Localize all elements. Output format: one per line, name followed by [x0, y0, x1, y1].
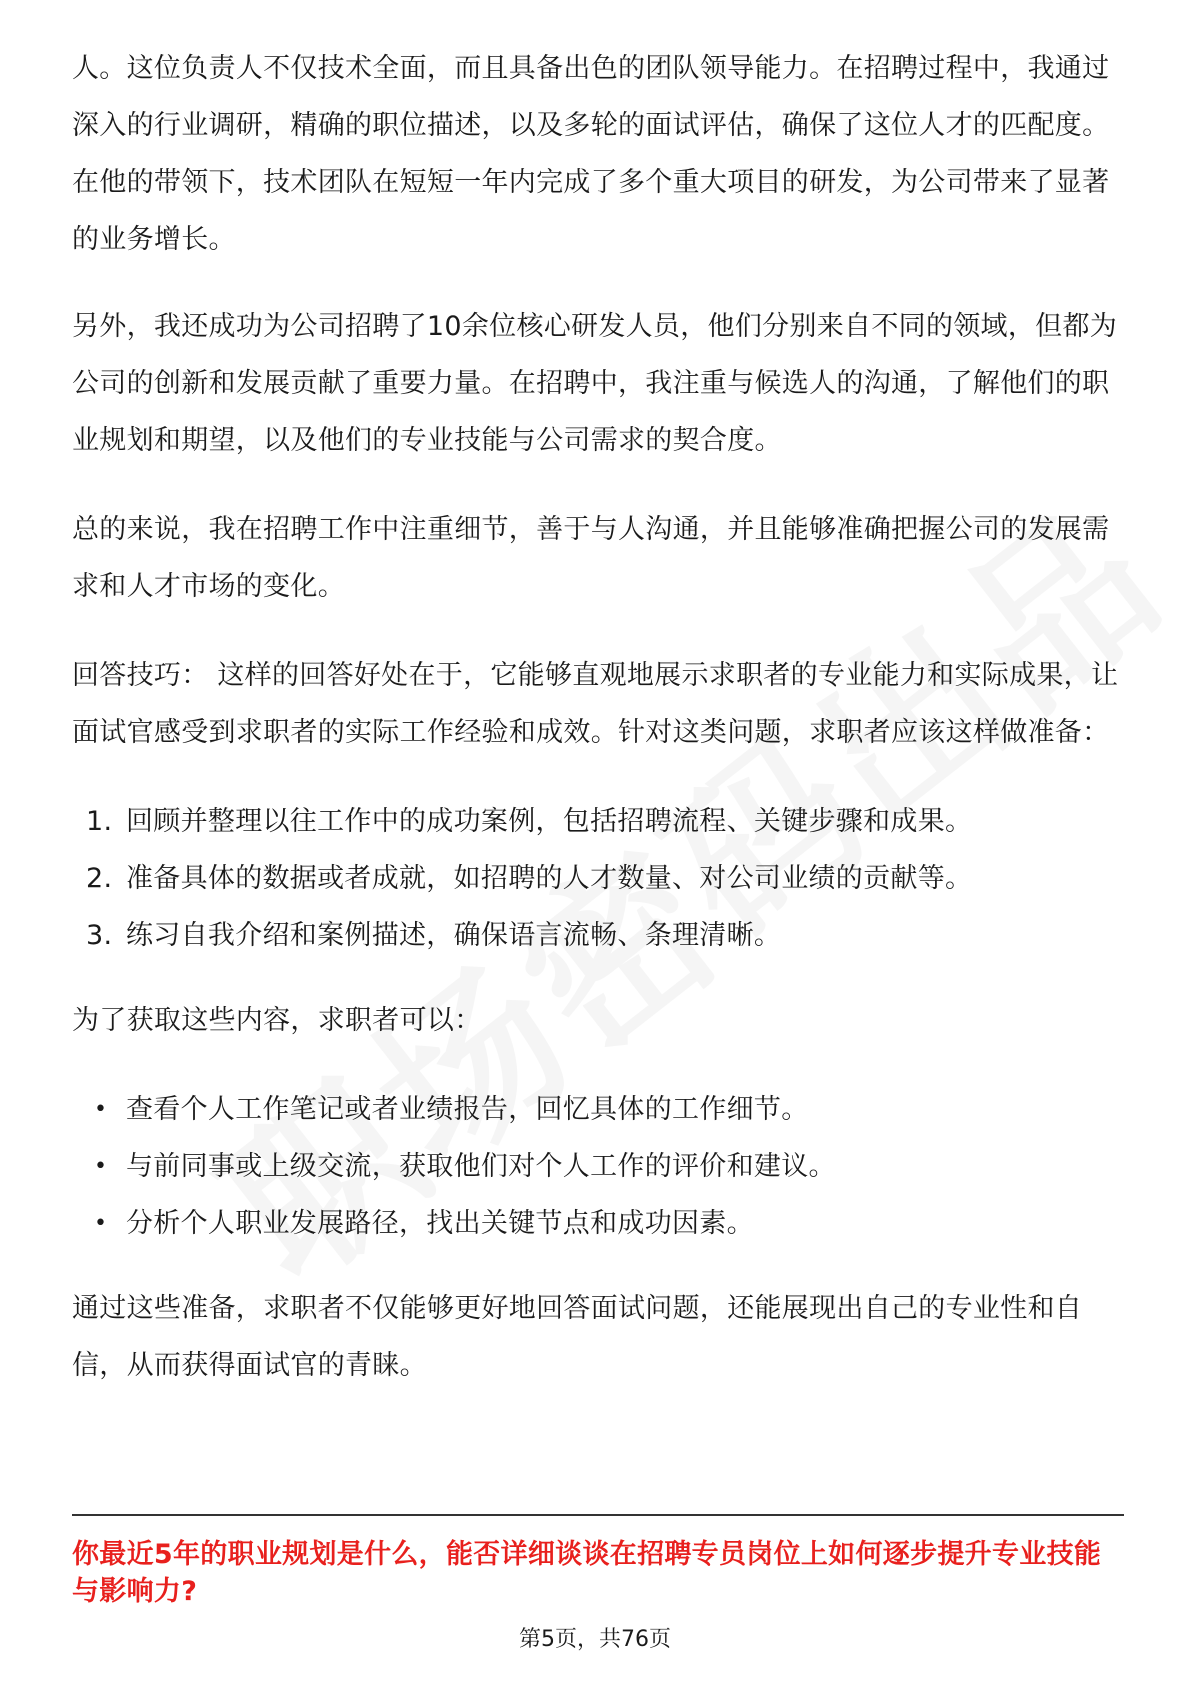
- list-item-text: 查看个人工作笔记或者业绩报告，回忆具体的工作细节。: [126, 1094, 809, 1125]
- paragraph-closing: 通过这些准备，求职者不仅能够更好地回答面试问题，还能展现出自己的专业性和自信，从而获得面试官的青睐。: [72, 1293, 1083, 1381]
- list-number: 1.: [86, 806, 113, 837]
- page-body: [72, 40, 1124, 1426]
- list-item-text: 分析个人职业发展路径，找出关键节点和成功因素。: [126, 1208, 754, 1239]
- list-number: 2.: [86, 863, 113, 894]
- list-item: [72, 793, 1124, 850]
- list-item: [72, 850, 1124, 907]
- paragraph-bullets-intro: 为了获取这些内容，求职者可以：: [72, 1005, 482, 1036]
- paragraph-answer-continued: 人。这位负责人不仅技术全面，而且具备出色的团队领导能力。在招聘过程中，我通过深入的行业调研，精确的职位描述，以及多轮的面试评估，确保了这位人才的匹配度。在他的带领下，技术团队在短短一年内完成了多个重大项目的研发，为公司带来了显著的业务增长。: [72, 53, 1110, 255]
- bullet-icon: •: [94, 1154, 108, 1179]
- next-question-heading: 你最近5年的职业规划是什么，能否详细谈谈在招聘专员岗位上如何逐步提升专业技能与影响力?: [72, 1539, 1102, 1607]
- page-number: 第5页，共76页: [519, 1627, 671, 1652]
- paragraph-additional-hires: 另外，我还成功为公司招聘了10余位核心研发人员，他们分别来自不同的领域，但都为公司的创新和发展贡献了重要力量。在招聘中，我注重与候选人的沟通，了解他们的职业规划和期望，以及他们的专业技能与公司需求的契合度。: [72, 311, 1118, 456]
- section-divider: [72, 1514, 1124, 1516]
- list-item: [72, 1081, 1124, 1138]
- list-item: [72, 907, 1124, 964]
- sources-bullet-list: [72, 1081, 1124, 1252]
- list-item-text: 准备具体的数据或者成就，如招聘的人才数量、对公司业绩的贡献等。: [126, 863, 973, 894]
- list-item-text: 回顾并整理以往工作中的成功案例，包括招聘流程、关键步骤和成果。: [126, 806, 973, 837]
- bullet-icon: •: [94, 1097, 108, 1122]
- preparation-numbered-list: [72, 793, 1124, 964]
- paragraph-answer-tips: 回答技巧： 这样的回答好处在于，它能够直观地展示求职者的专业能力和实际成果，让面试官感受到求职者的实际工作经验和成效。针对这类问题，求职者应该这样做准备：: [72, 660, 1119, 748]
- list-item: [72, 1195, 1124, 1252]
- bullet-icon: •: [94, 1211, 108, 1236]
- list-number: 3.: [86, 920, 113, 951]
- list-item: [72, 1138, 1124, 1195]
- list-item-text: 练习自我介绍和案例描述，确保语言流畅、条理清晰。: [126, 920, 782, 951]
- list-item-text: 与前同事或上级交流，获取他们对个人工作的评价和建议。: [126, 1151, 836, 1182]
- paragraph-summary: 总的来说，我在招聘工作中注重细节，善于与人沟通，并且能够准确把握公司的发展需求和人才市场的变化。: [72, 514, 1110, 602]
